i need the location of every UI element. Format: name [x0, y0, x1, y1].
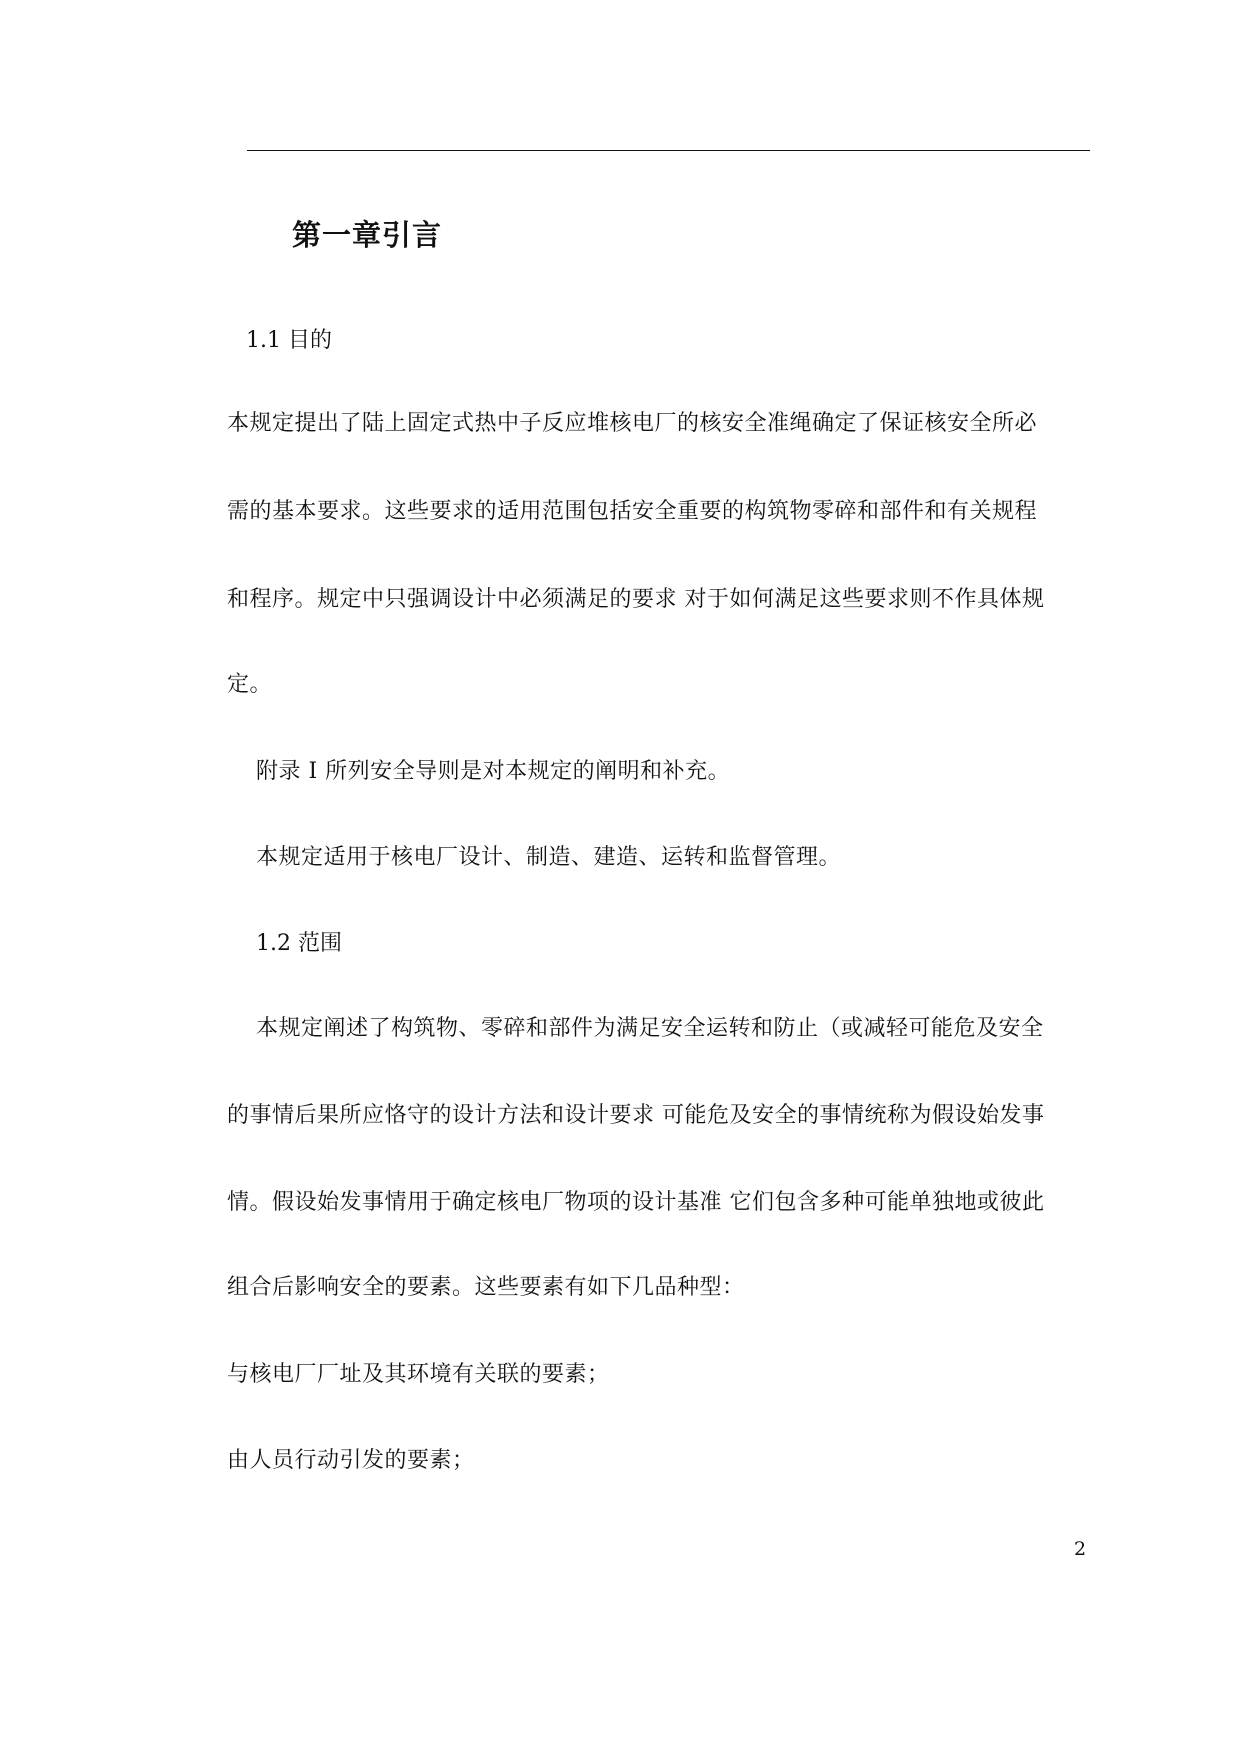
- paragraph-line: 定。: [227, 672, 273, 697]
- section-heading-1-1: 1.1 目的: [246, 328, 332, 353]
- paragraph-line: 组合后影响安全的要素。这些要素有如下几品种型：: [227, 1275, 745, 1300]
- list-item: 由人员行动引发的要素；: [227, 1448, 475, 1473]
- paragraph-line: 需的基本要求。这些要求的适用范围包括安全重要的构筑物零碎和部件和有关规程: [227, 499, 1038, 524]
- paragraph-line: 情。假设始发事情用于确定核电厂物项的设计基准 它们包含多种可能单独地或彼此: [227, 1190, 1045, 1215]
- section-heading-1-2: 1.2 范围: [256, 931, 342, 956]
- paragraph-line: 本规定提出了陆上固定式热中子反应堆核电厂的核安全准绳确定了保证核安全所必: [227, 411, 1038, 436]
- paragraph-appendix-note: 附录 I 所列安全导则是对本规定的阐明和补充。: [256, 759, 731, 784]
- list-item: 与核电厂厂址及其环境有关联的要素；: [227, 1362, 610, 1387]
- paragraph-line: 本规定阐述了构筑物、零碎和部件为满足安全运转和防止（或减轻可能危及安全: [256, 1016, 1044, 1041]
- paragraph-applicability: 本规定适用于核电厂设计、制造、建造、运转和监督管理。: [256, 845, 842, 870]
- paragraph-line: 的事情后果所应恪守的设计方法和设计要求 可能危及安全的事情统称为假设始发事: [227, 1103, 1045, 1128]
- chapter-title: 第一章引言: [292, 218, 443, 252]
- paragraph-line: 和程序。规定中只强调设计中必须满足的要求 对于如何满足这些要求则不作具体规: [227, 587, 1045, 612]
- header-rule: [247, 150, 1090, 151]
- page-number: 2: [1074, 1538, 1087, 1560]
